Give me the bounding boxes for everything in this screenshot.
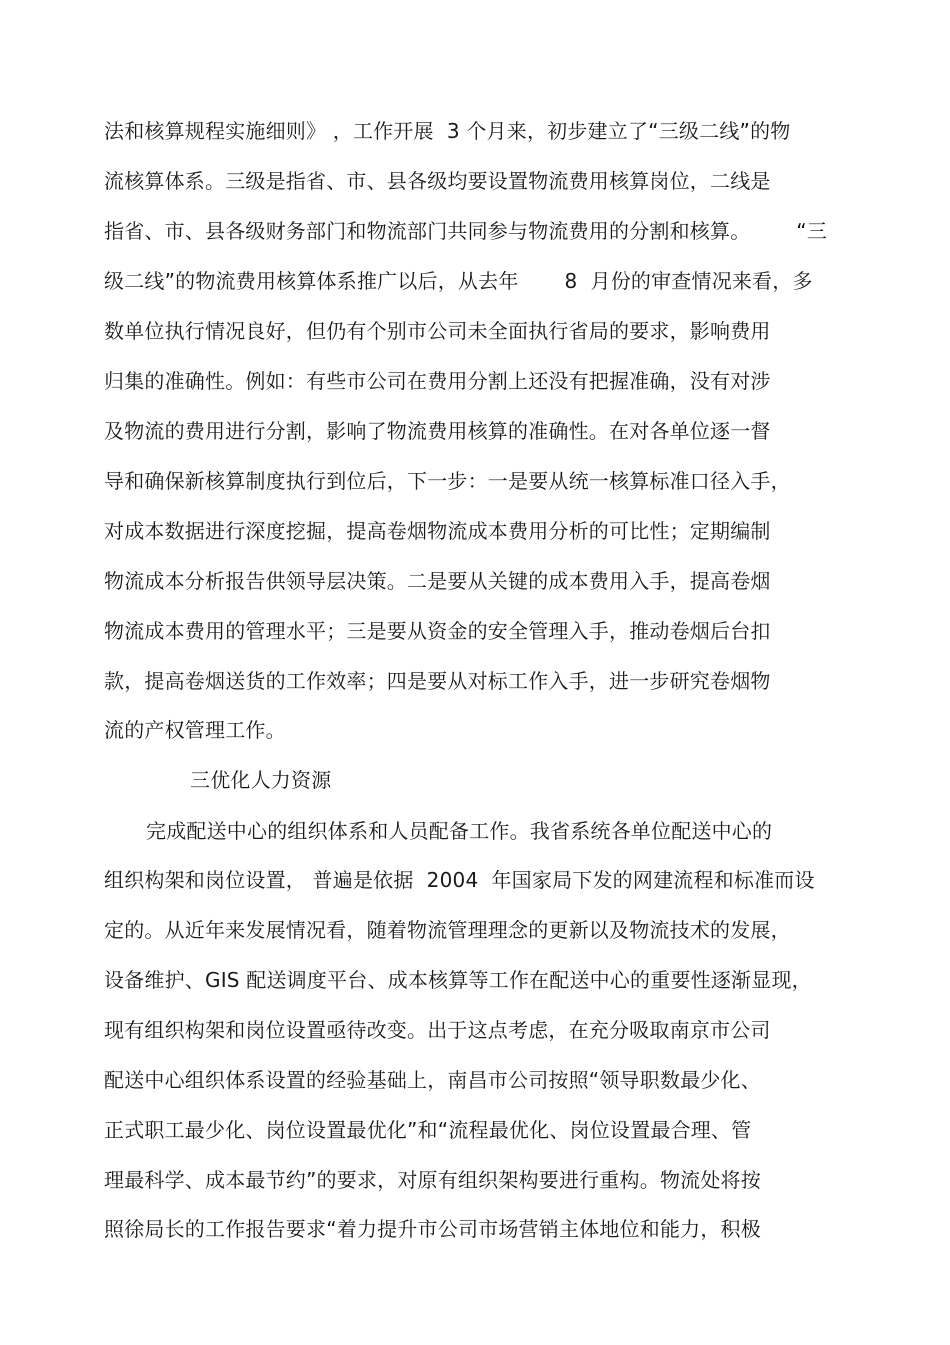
paragraph-1-line-4: 级二线”的物流费用核算体系推广以后，从去年 8 月份的审查情况来看，多 (104, 269, 813, 293)
paragraph-1-line-13: 流的产权管理工作。 (104, 718, 286, 742)
paragraph-1-line-7: 及物流的费用进行分割，影响了物流费用核算的准确性。在对各单位逐一督 (104, 419, 771, 443)
paragraph-2-line-9: 照徐局长的工作报告要求“着力提升市公司市场营销主体地位和能力，积极 (104, 1217, 761, 1241)
paragraph-2-line-2: 组织构架和岗位设置， 普遍是依据 2004 年国家局下发的网建流程和标准而设 (104, 868, 815, 892)
paragraph-1-line-2: 流核算体系。三级是指省、市、县各级均要设置物流费用核算岗位，二线是 (104, 169, 771, 193)
section-heading: 三优化人力资源 (190, 768, 332, 792)
paragraph-1-line-12: 款，提高卷烟送货的工作效率；四是要从对标工作入手，进一步研究卷烟物 (104, 669, 771, 693)
paragraph-2-line-3: 定的。从近年来发展情况看，随着物流管理理念的更新以及物流技术的发展， (104, 918, 791, 942)
paragraph-2-line-5: 现有组织构架和岗位设置亟待改变。出于这点考虑，在充分吸取南京市公司 (104, 1018, 771, 1042)
paragraph-2-line-6: 配送中心组织体系设置的经验基础上，南昌市公司按照“领导职数最少化、 (104, 1068, 761, 1092)
paragraph-1-line-1: 法和核算规程实施细则》 ，工作开展 3 个月来，初步建立了“三级二线”的物 (104, 119, 791, 143)
paragraph-2-line-4: 设备维护、GIS 配送调度平台、成本核算等工作在配送中心的重要性逐渐显现， (104, 968, 812, 992)
paragraph-1-line-9: 对成本数据进行深度挖掘，提高卷烟物流成本费用分析的可比性；定期编制 (104, 519, 771, 543)
paragraph-1-line-8: 导和确保新核算制度执行到位后，下一步：一是要从统一核算标准口径入手， (104, 469, 791, 493)
paragraph-1-line-11: 物流成本费用的管理水平；三是要从资金的安全管理入手，推动卷烟后台扣 (104, 619, 771, 643)
paragraph-2-line-1: 完成配送中心的组织体系和人员配备工作。我省系统各单位配送中心的 (146, 819, 773, 843)
paragraph-2-line-8: 理最科学、成本最节约”的要求，对原有组织架构要进行重构。物流处将按 (104, 1168, 761, 1192)
paragraph-1-line-5: 数单位执行情况良好，但仍有个别市公司未全面执行省局的要求，影响费用 (104, 319, 771, 343)
paragraph-1-line-3: 指省、市、县各级财务部门和物流部门共同参与物流费用的分割和核算。 “三 (104, 219, 828, 243)
paragraph-1-line-6: 归集的准确性。例如：有些市公司在费用分割上还没有把握准确，没有对涉 (104, 369, 771, 393)
paragraph-2-line-7: 正式职工最少化、岗位设置最优化”和“流程最优化、岗位设置最合理、管 (104, 1118, 752, 1142)
paragraph-1-line-10: 物流成本分析报告供领导层决策。二是要从关键的成本费用入手，提高卷烟 (104, 569, 771, 593)
